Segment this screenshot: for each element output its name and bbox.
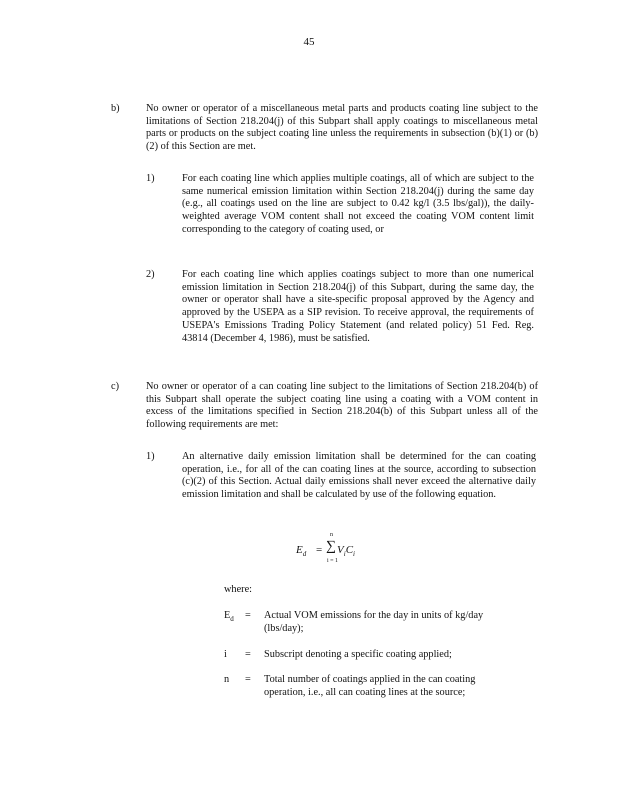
definition-symbol-n: n bbox=[224, 674, 230, 685]
equation-term: $V_iC_i$ bbox=[337, 544, 355, 559]
section-c-label: c) bbox=[111, 381, 119, 392]
page-number: 45 bbox=[303, 36, 315, 48]
definition-text-n: Total number of coatings applied in the can coating operation, i.e., all can coating lines at the source; bbox=[264, 674, 476, 698]
equation-equals: = bbox=[316, 544, 323, 556]
sum-upper-limit: n bbox=[330, 532, 333, 538]
definition-symbol-ed: $E_d$ bbox=[224, 610, 234, 624]
definition-text-ed: Actual VOM emissions for the day in units of kg/day (lbs/day); bbox=[264, 610, 484, 634]
definition-symbol-i: i bbox=[224, 649, 227, 660]
section-b-text: No owner or operator of a miscellaneous metal parts and products coating line subject to the limitations of Section 218.204(j) of this Subpart shall apply coatings to miscellaneous metal parts or products on the subject coating line unless the requirements in subsection (b)(1) or (b)(2) of this Section are met. bbox=[146, 103, 538, 153]
item-c1-text: An alternative daily emission limitation shall be determined for the can coating operation, i.e., for all of the can coating lines at the source, according to subsection (c)(2) of this Section. Actual daily emissions shall never exceed the alternative daily emission limitation and shall be calculated by use of the following equation. bbox=[182, 451, 536, 501]
definition-equals: = bbox=[245, 610, 251, 621]
where-label: where: bbox=[224, 584, 253, 595]
definition-equals: = bbox=[245, 649, 251, 660]
item-b2-label: 2) bbox=[146, 269, 155, 280]
equation-lhs: $E_d$ bbox=[296, 544, 307, 559]
item-b2-text: For each coating line which applies coatings subject to more than one numerical emission limitation in Section 218.204(j) of this Subpart, during the same day, the owner or operator shall have a site-specific proposal approved by the Agency and approved by the USEPA as a SIP revision. To receive approval, the requirements of USEPA's Emissions Trading Policy Statement (and related policy) 51 Fed. Reg. 43814 (December 4, 1986), must be satisfied. bbox=[182, 269, 534, 344]
item-c1-label: 1) bbox=[146, 451, 155, 462]
sum-lower-limit: i = 1 bbox=[327, 558, 339, 564]
emission-equation bbox=[296, 532, 356, 570]
definition-equals: = bbox=[245, 674, 251, 685]
summation-symbol: ∑ bbox=[326, 539, 336, 554]
section-c-text: No owner or operator of a can coating line subject to the limitations of Section 218.204(b) of this Subpart shall operate the subject coating line using a coating with a VOM content in excess of the limitations specified in Section 218.204(b) of this Subpart unless all of the following requirements are met: bbox=[146, 381, 538, 431]
section-b-label: b) bbox=[111, 103, 120, 114]
item-b1-label: 1) bbox=[146, 173, 155, 184]
item-b1-text: For each coating line which applies multiple coatings, all of which are subject to the same numerical emission limitation within Section 218.204(j) during the same day (e.g., all coatings used on the line are subject to 0.42 kg/l (3.5 lbs/gal)), the daily-weighted average VOM content shall not exceed the coating VOM content limit corresponding to the category of coating used, or bbox=[182, 173, 534, 235]
definition-text-i: Subscript denoting a specific coating applied; bbox=[264, 649, 452, 660]
